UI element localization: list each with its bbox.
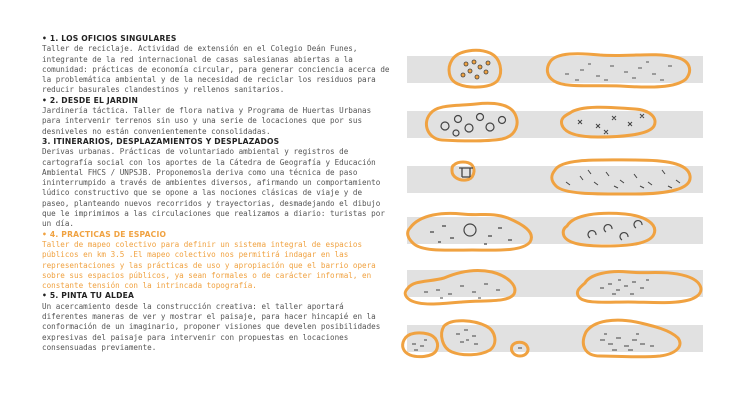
section-title: • 5. PINTA TU ALDEA: [42, 291, 135, 301]
section-body: Taller de mapeo colectivo para definir un sistema integral de espacios públicos en km 3.5 .El mapeo colectivo nos permitirá indagar en las representaciones y las prácticas de uso y apropiación que el barrio opera sobre sus espacios públicos, ya sean formales o de carácter informal, en constante tensión con la intrincada topografía.: [42, 239, 376, 291]
section-title: 3. ITINERARIOS, DESPLAZAMIENTOS Y DESPLAZADOS: [42, 136, 280, 146]
section-body: Un acercamiento desde la construcción creativa: el taller aportará diferentes maneras de ver y mostrar el paisaje, para hacer hincapié en la conformación de un imaginario, proponer visiones que develen posibilidades expresivas del paisaje para intervenir con propuestas en locaciones consensuadas previamente.: [42, 301, 381, 352]
outlines: [403, 50, 701, 357]
section-body: Derivas urbanas. Prácticas de voluntariado ambiental y registros de cartografía social con los aportes de la Cátedra de Geografía y Educación Ambiental FHCS / UNPSJB. Proponemosla deriva como una técnica de paso ininterrumpido a través de ambientes diversos, afirmando un comportamiento lúdico constructivo que se opone a las nociones clásicas de viaje y de paseo, planteando nuevos recorridos y trayectorias, desmadejando el dibujo que le imprimimos a las circulaciones que realizamos a diario: turistas por un día.: [42, 147, 385, 229]
section-title: • 1. LOS OFICIOS SINGULARES: [42, 34, 177, 43]
section-body: Taller de reciclaje. Actividad de extensión en el Colegio Deán Funes, integrante de la red internacional de casas salesianas abiertas a la comunidad: prácticas de economía circular, para generar conciencia acerca de la problemática ambiental y de la necesidad de reciclar los residuos para reducir basurales clandestinos y rellenos sanitarios.: [42, 44, 390, 95]
section-body: Jardinería táctica. Taller de flora nativa y Programa de Huertas Urbanas para intervenir terrenos sin uso y una serie de locaciones que por sus desniveles no están convenientemente consolidadas.: [42, 106, 372, 136]
section-title: • 4. PRACTICAS DE ESPACIO: [42, 229, 167, 239]
band-row-2: [407, 111, 703, 138]
marks: [412, 60, 680, 350]
gray-bands: [407, 56, 703, 352]
band-row-4: [407, 217, 703, 244]
section-title: • 2. DESDE EL JARDIN: [42, 95, 139, 105]
